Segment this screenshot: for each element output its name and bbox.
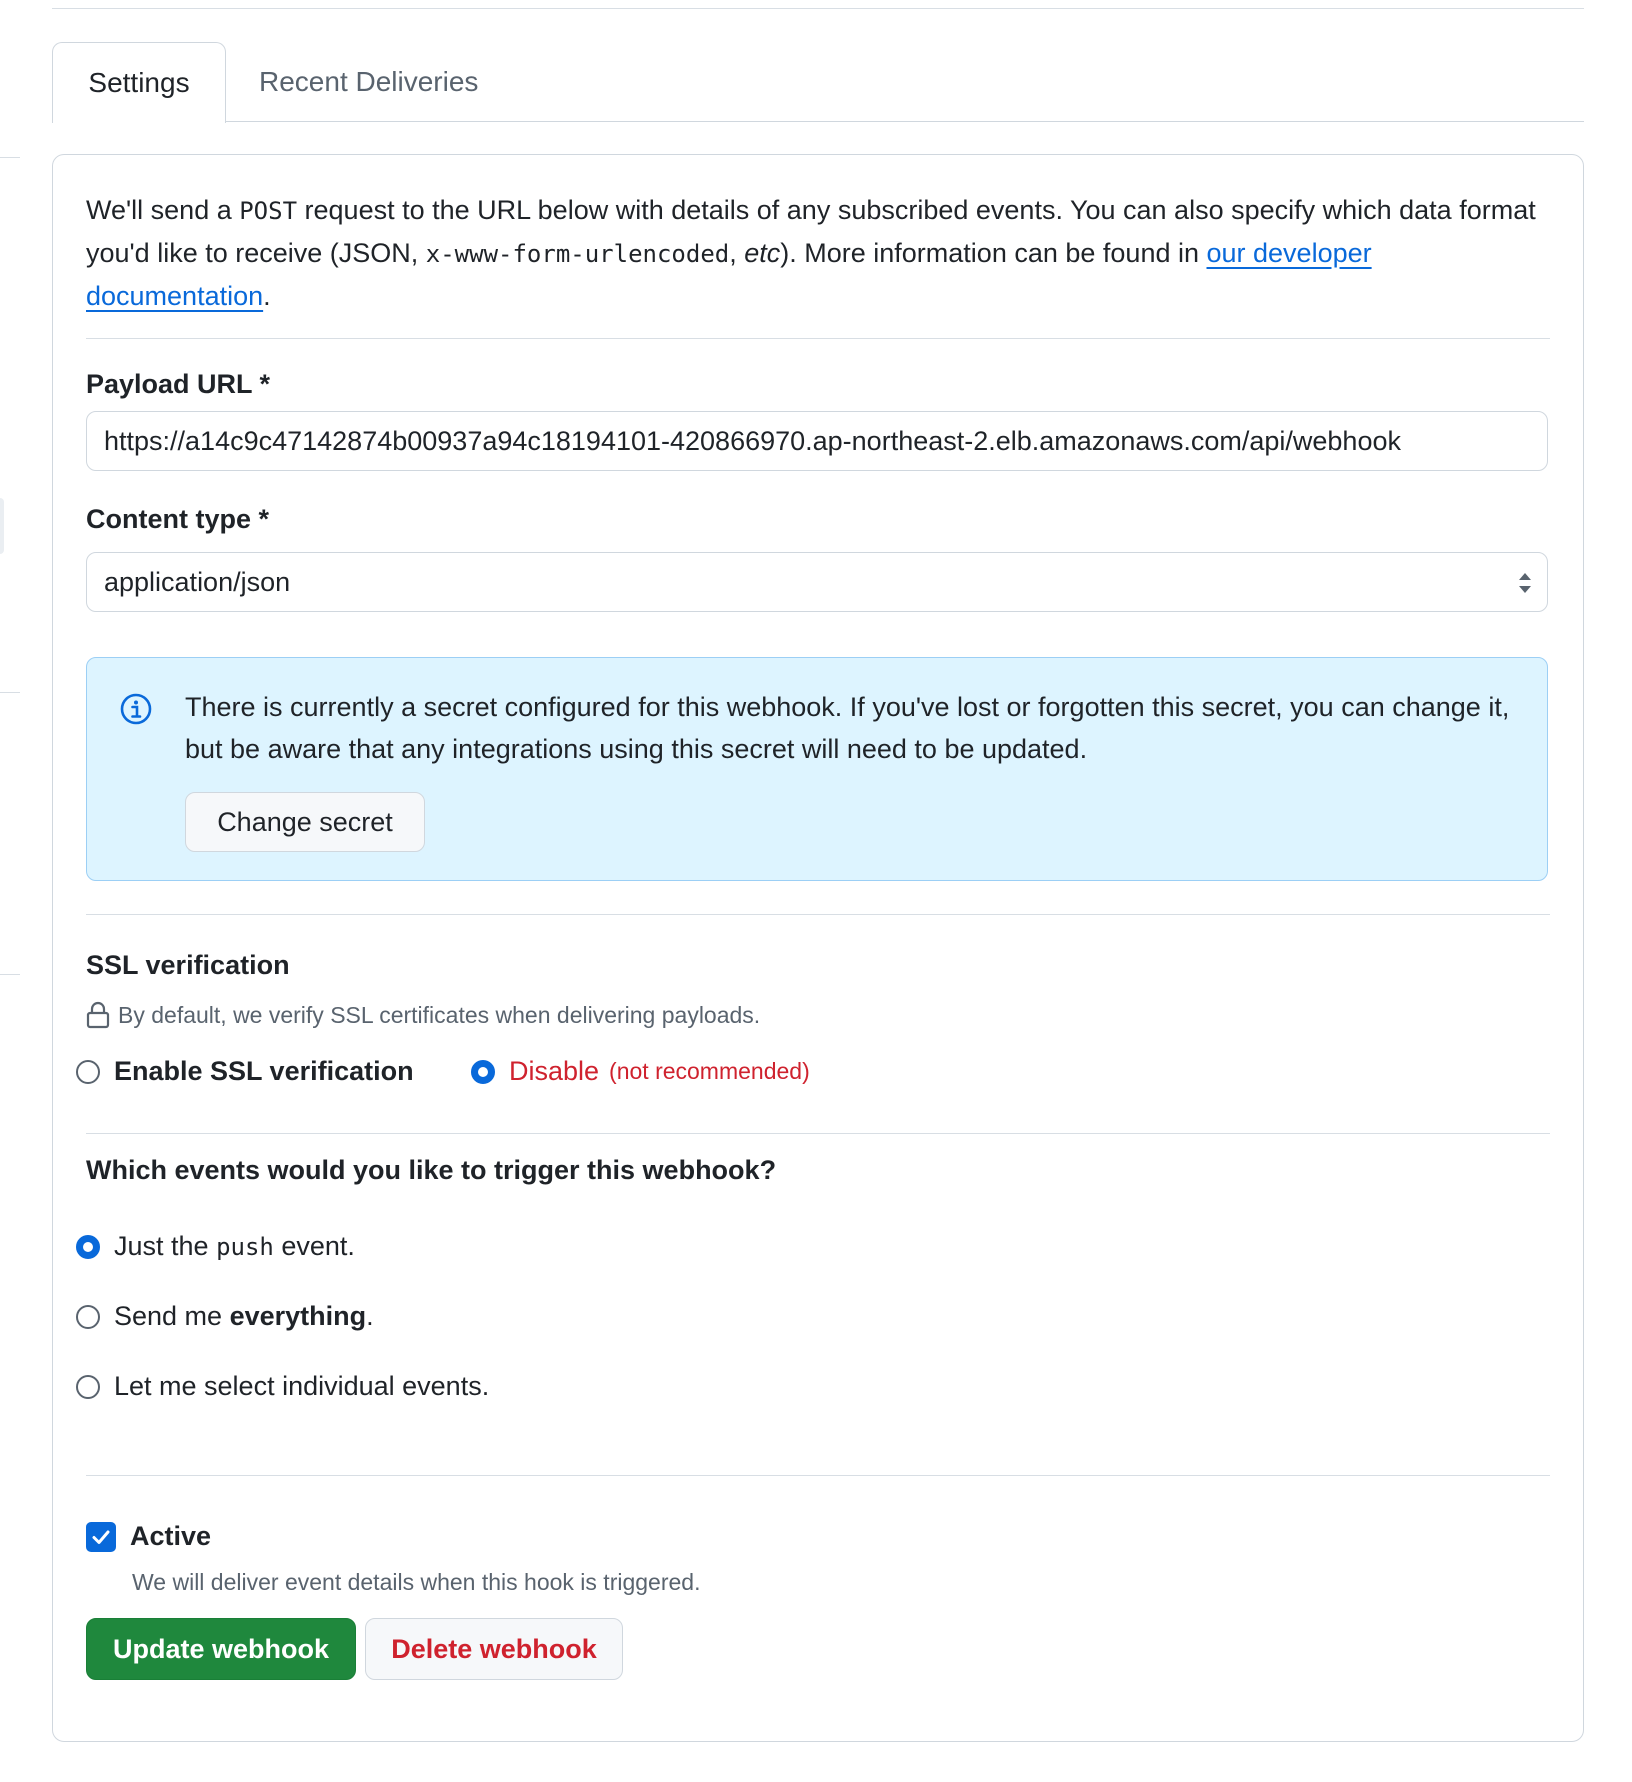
code-push: push bbox=[216, 1232, 274, 1261]
lock-icon bbox=[86, 1001, 110, 1029]
tab-bar bbox=[52, 42, 1584, 122]
enable-ssl-radio[interactable] bbox=[76, 1060, 100, 1084]
sidebar-edge-divider bbox=[0, 692, 20, 693]
disable-ssl-hint: (not recommended) bbox=[609, 1058, 810, 1084]
developer-documentation-link[interactable]: our developer documentation bbox=[86, 238, 1372, 311]
enable-ssl-option[interactable] bbox=[76, 1056, 414, 1087]
secret-notice bbox=[86, 657, 1548, 881]
divider bbox=[86, 338, 1550, 339]
header-divider bbox=[52, 8, 1584, 9]
event-everything-radio[interactable] bbox=[76, 1305, 100, 1329]
active-note: We will deliver event details when this hook is triggered. bbox=[132, 1569, 701, 1595]
content-type-select[interactable] bbox=[86, 552, 1548, 612]
divider bbox=[86, 1475, 1550, 1476]
active-label: Active bbox=[130, 1521, 212, 1551]
tab-recent-deliveries[interactable]: Recent Deliveries bbox=[259, 65, 479, 97]
payload-url-input[interactable] bbox=[86, 411, 1548, 471]
disable-ssl-radio[interactable] bbox=[471, 1060, 495, 1084]
divider bbox=[86, 1133, 1550, 1134]
active-option[interactable] bbox=[86, 1521, 211, 1552]
enable-ssl-label: Enable SSL verification bbox=[114, 1056, 414, 1086]
delete-webhook-button[interactable]: Delete webhook bbox=[365, 1618, 623, 1680]
active-checkbox[interactable] bbox=[86, 1522, 116, 1552]
divider bbox=[86, 914, 1550, 915]
tab-settings[interactable]: Settings bbox=[52, 42, 226, 123]
select-arrows-icon bbox=[1517, 571, 1533, 595]
disable-ssl-label: Disable bbox=[509, 1056, 600, 1086]
payload-url-value: https://a14c9c47142874b00937a94c18194101-420866970.ap-northeast-2.elb.amazonaws.com/api/webhook bbox=[104, 425, 1401, 456]
change-secret-button[interactable]: Change secret bbox=[185, 792, 425, 852]
disable-ssl-option[interactable] bbox=[471, 1056, 810, 1087]
event-push-radio[interactable] bbox=[76, 1235, 100, 1259]
ssl-note: By default, we verify SSL certificates when delivering payloads. bbox=[86, 1001, 760, 1029]
payload-url-label: Payload URL * bbox=[86, 369, 271, 399]
event-option-everything[interactable]: Send me everything . bbox=[76, 1301, 374, 1332]
info-icon bbox=[119, 692, 153, 726]
code-post: POST bbox=[239, 197, 298, 225]
events-title: Which events would you like to trigger this webhook? bbox=[86, 1155, 777, 1185]
content-type-label: Content type * bbox=[86, 504, 270, 534]
event-option-individual[interactable] bbox=[76, 1371, 489, 1402]
event-option-push[interactable]: Just the push event. bbox=[76, 1231, 355, 1262]
webhook-settings-panel bbox=[52, 154, 1584, 1742]
content-type-value: application/json bbox=[104, 566, 291, 597]
event-individual-label: Let me select individual events. bbox=[114, 1371, 490, 1401]
sidebar-edge-item bbox=[0, 498, 4, 554]
secret-notice-text: There is currently a secret configured for this webhook. If you've lost or forgotten this secret, you can change it, but be aware that any integrations using this secret will need to be updated. bbox=[185, 692, 1510, 764]
code-format: x-www-form-urlencoded bbox=[425, 240, 730, 268]
checkmark-icon bbox=[90, 1526, 112, 1548]
update-webhook-button[interactable]: Update webhook bbox=[86, 1618, 356, 1680]
sidebar-edge-divider bbox=[0, 974, 20, 975]
intro-text: We'll send a POST request to the URL below with details of any subscribed events. You can also specify which data format you'd like to receive (JSON, x-www-form-urlencoded, etc). More information can be found in our developer documentation. bbox=[86, 195, 1536, 311]
ssl-verification-title: SSL verification bbox=[86, 950, 290, 980]
event-individual-radio[interactable] bbox=[76, 1375, 100, 1399]
sidebar-edge-divider bbox=[0, 157, 20, 158]
